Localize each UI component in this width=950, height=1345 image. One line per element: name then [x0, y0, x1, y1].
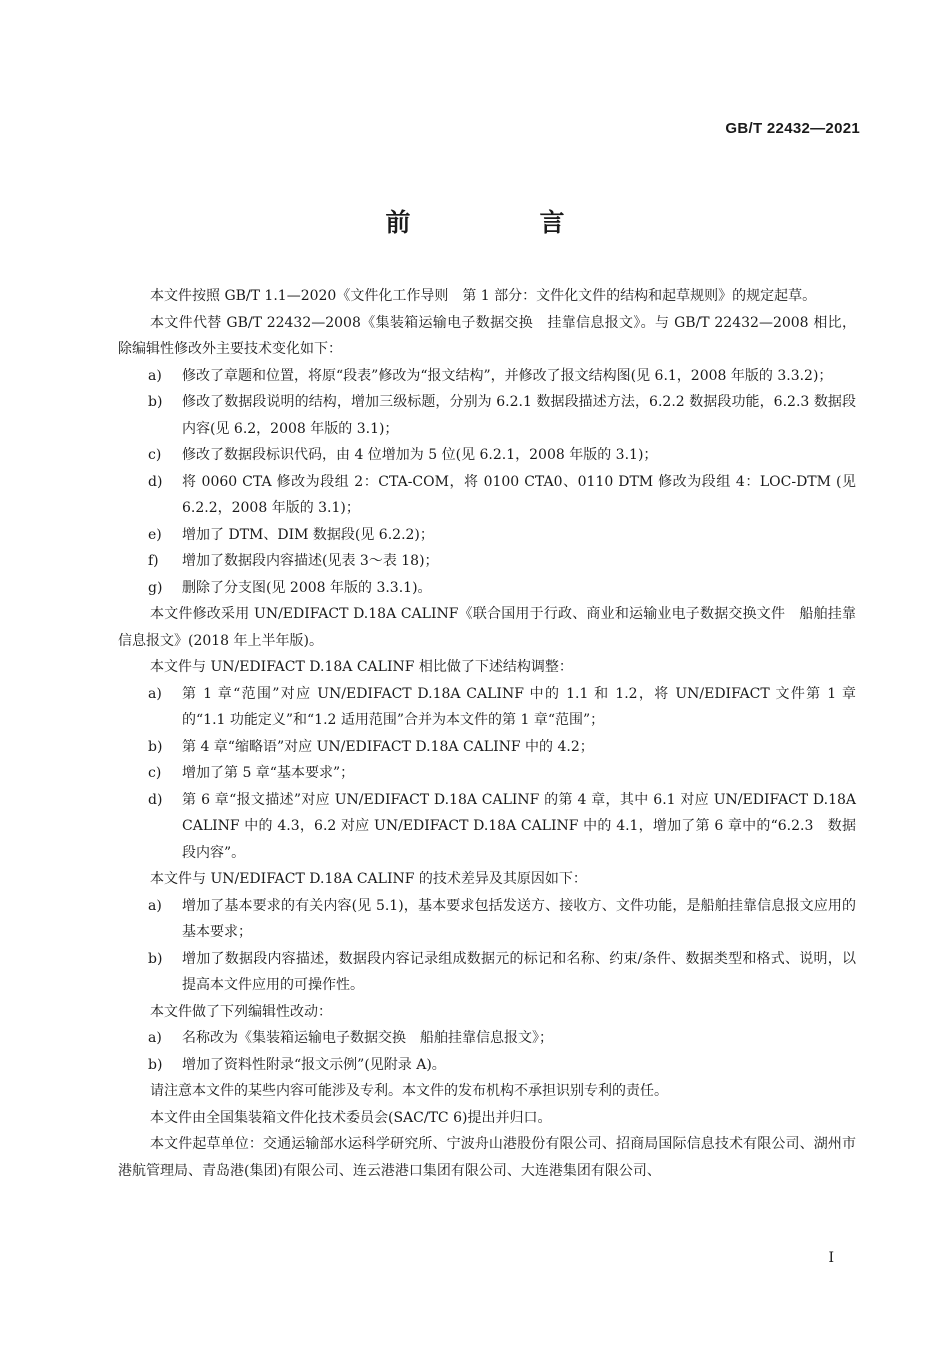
list-item [118, 575, 856, 602]
paragraph: 本文件与 UN/EDIFACT D.18A CALINF 的技术差异及其原因如下： [150, 871, 587, 887]
list-text: 增加了数据段内容描述(见表 3～表 18)； [182, 553, 439, 569]
list-item [118, 469, 856, 522]
list-label: b) [148, 738, 163, 755]
list-text: 删除了分支图(见 2008 年版的 3.3.1)。 [182, 579, 432, 596]
paragraph: 本文件由全国集装箱文件化技术委员会(SAC/TC 6)提出并归口。 [150, 1109, 552, 1126]
list-label: a) [148, 685, 162, 702]
list-item [118, 946, 856, 999]
list-label: b) [148, 950, 163, 967]
list-label: b) [148, 394, 163, 410]
list-label: g) [148, 579, 163, 596]
list-text: 第 4 章“缩略语”对应 UN/EDIFACT D.18A CALINF 中的 4.2； [182, 738, 594, 755]
list-text: 第 1 章“范围”对应 UN/EDIFACT D.18A CALINF 中的 1.1 和 1.2，将 UN/EDIFACT 文件第 1 章的“1.1 功能定义”和“1.2 适用范围”合并为本文件的第 1 章“范围”； [182, 685, 856, 728]
list-item [118, 893, 856, 946]
list-label: e) [148, 526, 162, 543]
list-item [118, 760, 856, 787]
page-number: I [828, 1250, 834, 1266]
list-text: 第 6 章“报文描述”对应 UN/EDIFACT D.18A CALINF 的第 4 章，其中 6.1 对应 UN/EDIFACT D.18A CALINF 中的 4.3，6.2 对应 UN/EDIFACT D.18A CALINF 中的 4.1，增加了第 6 章中的“6.2.3 数据段内容”。 [182, 791, 856, 861]
list-item [118, 787, 856, 867]
list-text: 增加了基本要求的有关内容(见 5.1)，基本要求包括发送方、接收方、文件功能，是船舶挂靠信息报文应用的基本要求； [182, 897, 856, 940]
list-label: d) [148, 791, 163, 808]
list-text: 将 0060 CTA 修改为段组 2：CTA-COM，将 0100 CTA0、0110 DTM 修改为段组 4：LOC-DTM (见 6.2.2，2008 年版的 3.1)； [182, 473, 856, 516]
document-body [118, 283, 856, 1184]
list-label: c) [148, 447, 162, 463]
paragraph: 本文件代替 GB/T 22432—2008《集装箱运输电子数据交换 挂靠信息报文》。与 GB/T 22432—2008 相比，除编辑性修改外主要技术变化如下： [118, 314, 856, 357]
list-label: a) [148, 1030, 162, 1046]
paragraph: 本文件起草单位：交通运输部水运科学研究所、宁波舟山港股份有限公司、招商局国际信息技术有限公司、湖州市港航管理局、青岛港(集团)有限公司、连云港港口集团有限公司、大连港集团有限公司、 [118, 1136, 856, 1179]
paragraph: 本文件与 UN/EDIFACT D.18A CALINF 相比做了下述结构调整： [150, 659, 573, 675]
list-text: 修改了章题和位置，将原“段表”修改为“报文结构”，并修改了报文结构图(见 6.1，2008 年版的 3.3.2)； [182, 367, 833, 384]
list-label: a) [148, 897, 162, 914]
list-label: a) [148, 367, 162, 384]
page-title: 前 言 [385, 208, 617, 237]
list-text: 增加了 DTM、DIM 数据段(见 6.2.2)； [182, 526, 434, 543]
list-label: f) [148, 553, 159, 569]
list-label: b) [148, 1056, 163, 1073]
list-text: 增加了数据段内容描述，数据段内容记录组成数据元的标记和名称、约束/条件、数据类型和格式、说明，以提高本文件应用的可操作性。 [182, 950, 856, 993]
paragraph: 本文件修改采用 UN/EDIFACT D.18A CALINF《联合国用于行政、商业和运输业电子数据交换文件 船舶挂靠信息报文》(2018 年上半年版)。 [118, 606, 856, 649]
list-text: 名称改为《集装箱运输电子数据交换 船舶挂靠信息报文》； [182, 1030, 553, 1046]
list-label: c) [148, 765, 162, 781]
list-item [118, 442, 856, 469]
list-label: d) [148, 473, 163, 490]
paragraph: 请注意本文件的某些内容可能涉及专利。本文件的发布机构不承担识别专利的责任。 [150, 1083, 668, 1099]
standard-number: GB/T 22432—2021 [725, 120, 860, 137]
list-item [118, 548, 856, 575]
list-item [118, 734, 856, 761]
list-text: 增加了第 5 章“基本要求”； [182, 765, 355, 781]
paragraph: 本文件做了下列编辑性改动： [150, 1003, 332, 1020]
list-item [118, 363, 856, 390]
list-text: 增加了资料性附录“报文示例”(见附录 A)。 [182, 1056, 446, 1073]
list-item [118, 1025, 856, 1052]
list-item [118, 522, 856, 549]
list-item [118, 389, 856, 442]
paragraph: 本文件按照 GB/T 1.1—2020《文件化工作导则 第 1 部分：文件化文件的结构和起草规则》的规定起草。 [150, 288, 817, 304]
list-item [118, 681, 856, 734]
list-text: 修改了数据段标识代码，由 4 位增加为 5 位(见 6.2.1，2008 年版的 3.1)； [182, 447, 658, 463]
list-item [118, 1052, 856, 1079]
list-text: 修改了数据段说明的结构，增加三级标题，分别为 6.2.1 数据段描述方法，6.2.2 数据段功能，6.2.3 数据段内容(见 6.2，2008 年版的 3.1)； [182, 394, 856, 437]
